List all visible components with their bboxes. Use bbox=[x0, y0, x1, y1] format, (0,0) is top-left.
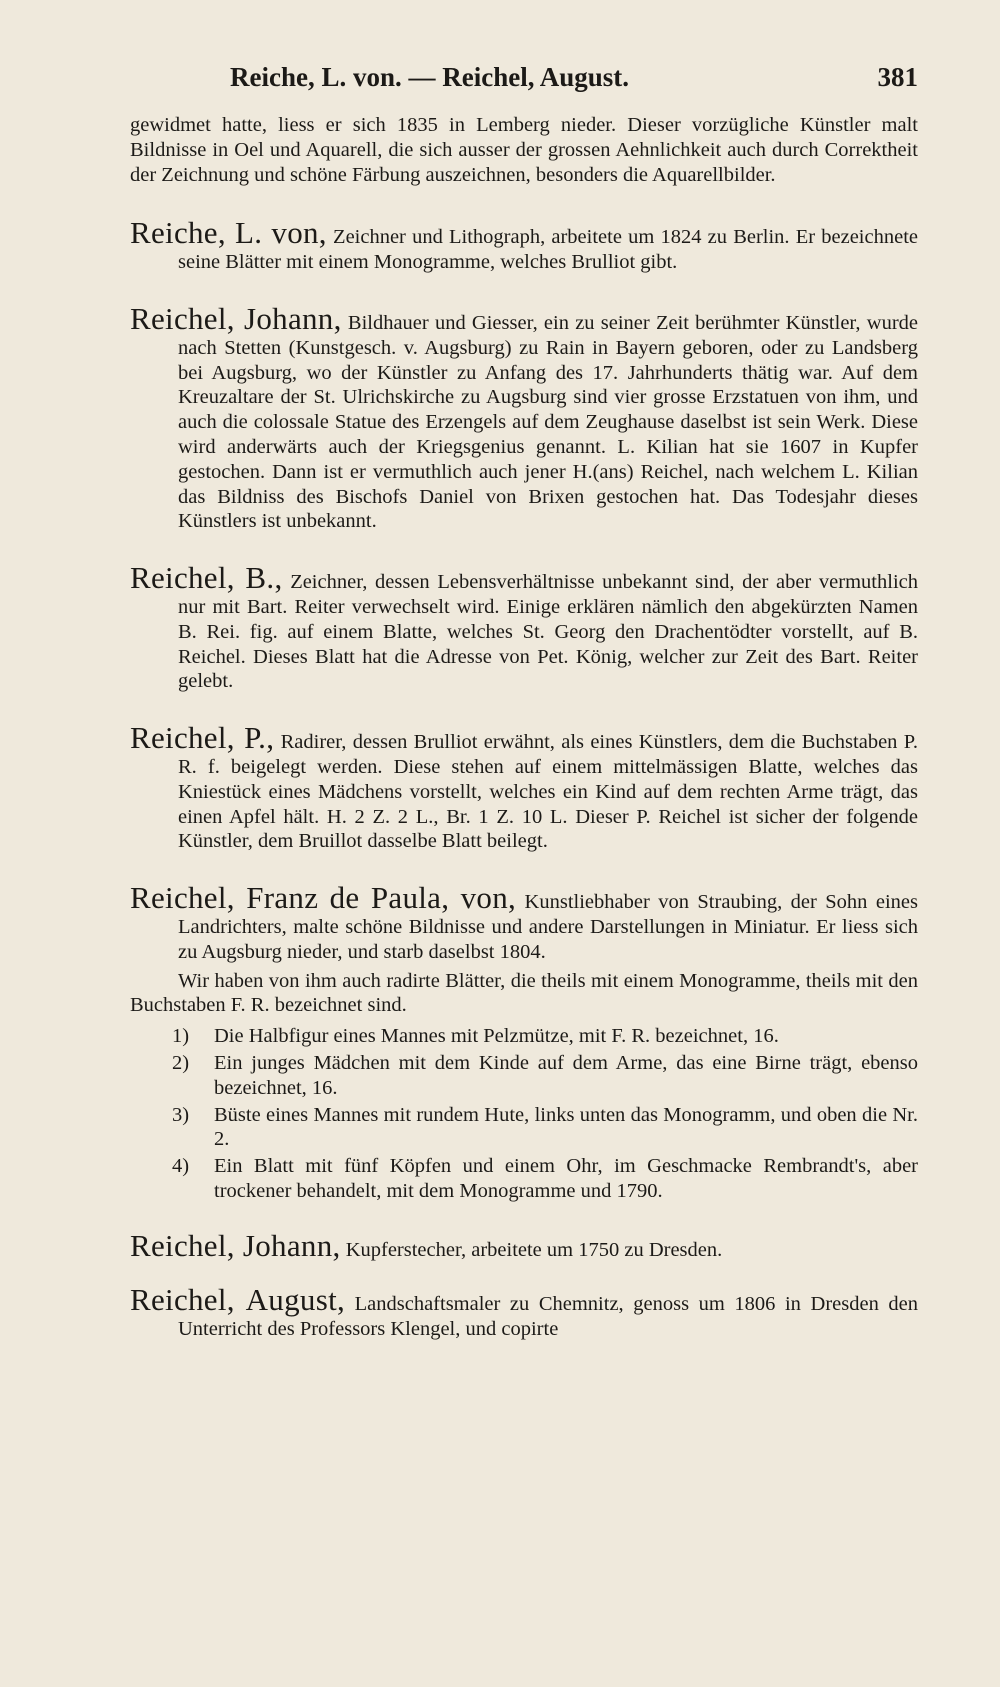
entry-reichel-johann-bildhauer bbox=[130, 300, 918, 534]
list-item bbox=[130, 1051, 918, 1101]
continuation-paragraph: gewidmet hatte, liess er sich 1835 in Lemberg nieder. Dieser vorzügliche Künstler malt Bildnisse in Oel und Aquarell, die sich ausser der grossen Aehnlichkeit auch durch Correktheit der Zeichnung und schöne Färbung auszeichnen, besonders die Aquarellbilder. bbox=[130, 114, 918, 186]
list-item bbox=[130, 1103, 918, 1153]
entry-heading-paragraph bbox=[130, 880, 918, 964]
page-number: 381 bbox=[877, 62, 918, 92]
page-header bbox=[130, 62, 918, 93]
list-item bbox=[130, 1154, 918, 1204]
list-number: 4) bbox=[172, 1155, 190, 1178]
list-text: Die Halbfigur eines Mannes mit Pelzmütze, mit F. R. bezeichnet, 16. bbox=[214, 1025, 779, 1048]
list-number: 2) bbox=[172, 1051, 190, 1074]
entry-name: Reichel, August, bbox=[130, 1282, 346, 1318]
entry-text: Radirer, dessen Brulliot erwähnt, als eines Künstlers, dem die Buchstaben P. R. f. beigelegt werden. Diese stehen auf einem mittelmässigen Blatte, welches das Kniestück eines Mädchens vorstellt, welches ein Kind auf dem rechten Arme trägt, das einen Apfel hält. H. 2 Z. 2 L., Br. 1 Z. 10 L. Dieser P. Reichel ist sicher der folgende Künstler, dem Bruillot dasselbe Blatt beilegt. bbox=[178, 731, 918, 853]
entry-reichel-b bbox=[130, 560, 918, 694]
list-text: Ein Blatt mit fünf Köpfen und einem Ohr, im Geschmacke Rembrandt's, aber trockener behandelt, mit dem Monogramme und 1790. bbox=[214, 1155, 918, 1202]
entry-text: Bildhauer und Giesser, ein zu seiner Zeit berühmter Künstler, wurde nach Stetten (Kunstgesch. v. Augsburg) zu Rain in Bayern geboren, oder zu Landsberg bei Augsburg, wo der Künstler zu Anfang des 17. Jahrhunderts thätig war. Auf dem Kreuzaltare der St. Ulrichskirche zu Augsburg sind vier grosse Erzstatuen von ihm, und auch die colossale Statue des Erzengels auf dem Zeughause daselbst ist sein Werk. Diese wird anderwärts auch der Kriegsgenius genannt. L. Kilian hat sie 1607 in Kupfer gestochen. Dann ist er vermuthlich auch jener H.(ans) Reichel, nach welchem L. Kilian das Bildniss des Bischofs Daniel von Brixen gestochen hat. Das Todesjahr dieses Künstlers ist unbekannt. bbox=[178, 311, 918, 533]
entry-name: Reichel, Johann, bbox=[130, 1227, 341, 1263]
entry-text: Zeichner und Lithograph, arbeitete um 1824 zu Berlin. Er bezeichnete seine Blätter mit einem Monogramme, welches Brulliot gibt. bbox=[178, 226, 918, 274]
entry-name: Reichel, Franz de Paula, von, bbox=[130, 880, 517, 916]
entry-name: Reichel, B., bbox=[130, 560, 283, 596]
entry-text: Kupferstecher, arbeitete um 1750 zu Dresden. bbox=[345, 1238, 723, 1261]
list-text: Büste eines Mannes mit rundem Hute, links unten das Monogramm, und oben die Nr. 2. bbox=[214, 1103, 918, 1151]
entry-reiche-l bbox=[130, 215, 918, 275]
works-list bbox=[130, 1024, 918, 1204]
entry-reichel-franz bbox=[130, 880, 918, 1204]
list-number: 1) bbox=[172, 1025, 190, 1048]
entry-text: Kunstliebhaber von Straubing, der Sohn eines Landrichters, malte schöne Bildnisse und andere Darstellungen in Miniatur. Er liess sich zu Augsburg nieder, und starb daselbst 1804. bbox=[178, 891, 918, 963]
entry-reichel-august bbox=[130, 1282, 918, 1342]
entry-name: Reiche, L. von, bbox=[130, 215, 327, 251]
entry-text: Zeichner, dessen Lebensverhältnisse unbekannt sind, der aber vermuthlich nur mit Bart. Reiter verwechselt wird. Einige erklären nämlich den abgekürzten Namen B. Rei. fig. auf einem Blatte, welches St. Georg den Drachentödter vorstellt, auf B. Reichel. Dieses Blatt hat die Adresse von Pet. König, welcher zur Zeit des Bart. Reiter gelebt. bbox=[178, 571, 918, 693]
entry-text: Landschaftsmaler zu Chemnitz, genoss um 1806 in Dresden den Unterricht des Professors Klengel, und copirte bbox=[178, 1293, 918, 1341]
list-item bbox=[130, 1024, 918, 1049]
list-text: Ein junges Mädchen mit dem Kinde auf dem Arme, das eine Birne trägt, ebenso bezeichnet, 16. bbox=[214, 1051, 918, 1099]
entry-reichel-p bbox=[130, 720, 918, 854]
entry-name: Reichel, P., bbox=[130, 720, 275, 756]
entry-name: Reichel, Johann, bbox=[130, 300, 342, 336]
running-title: Reiche, L. von. — Reichel, August. bbox=[230, 62, 630, 92]
list-number: 3) bbox=[172, 1103, 190, 1126]
entry-subparagraph: Wir haben von ihm auch radirte Blätter, die theils mit einem Monogramme, theils mit den Buchstaben F. R. bezeichnet sind. bbox=[130, 969, 918, 1017]
entry-reichel-johann-kupferstecher bbox=[130, 1227, 918, 1263]
